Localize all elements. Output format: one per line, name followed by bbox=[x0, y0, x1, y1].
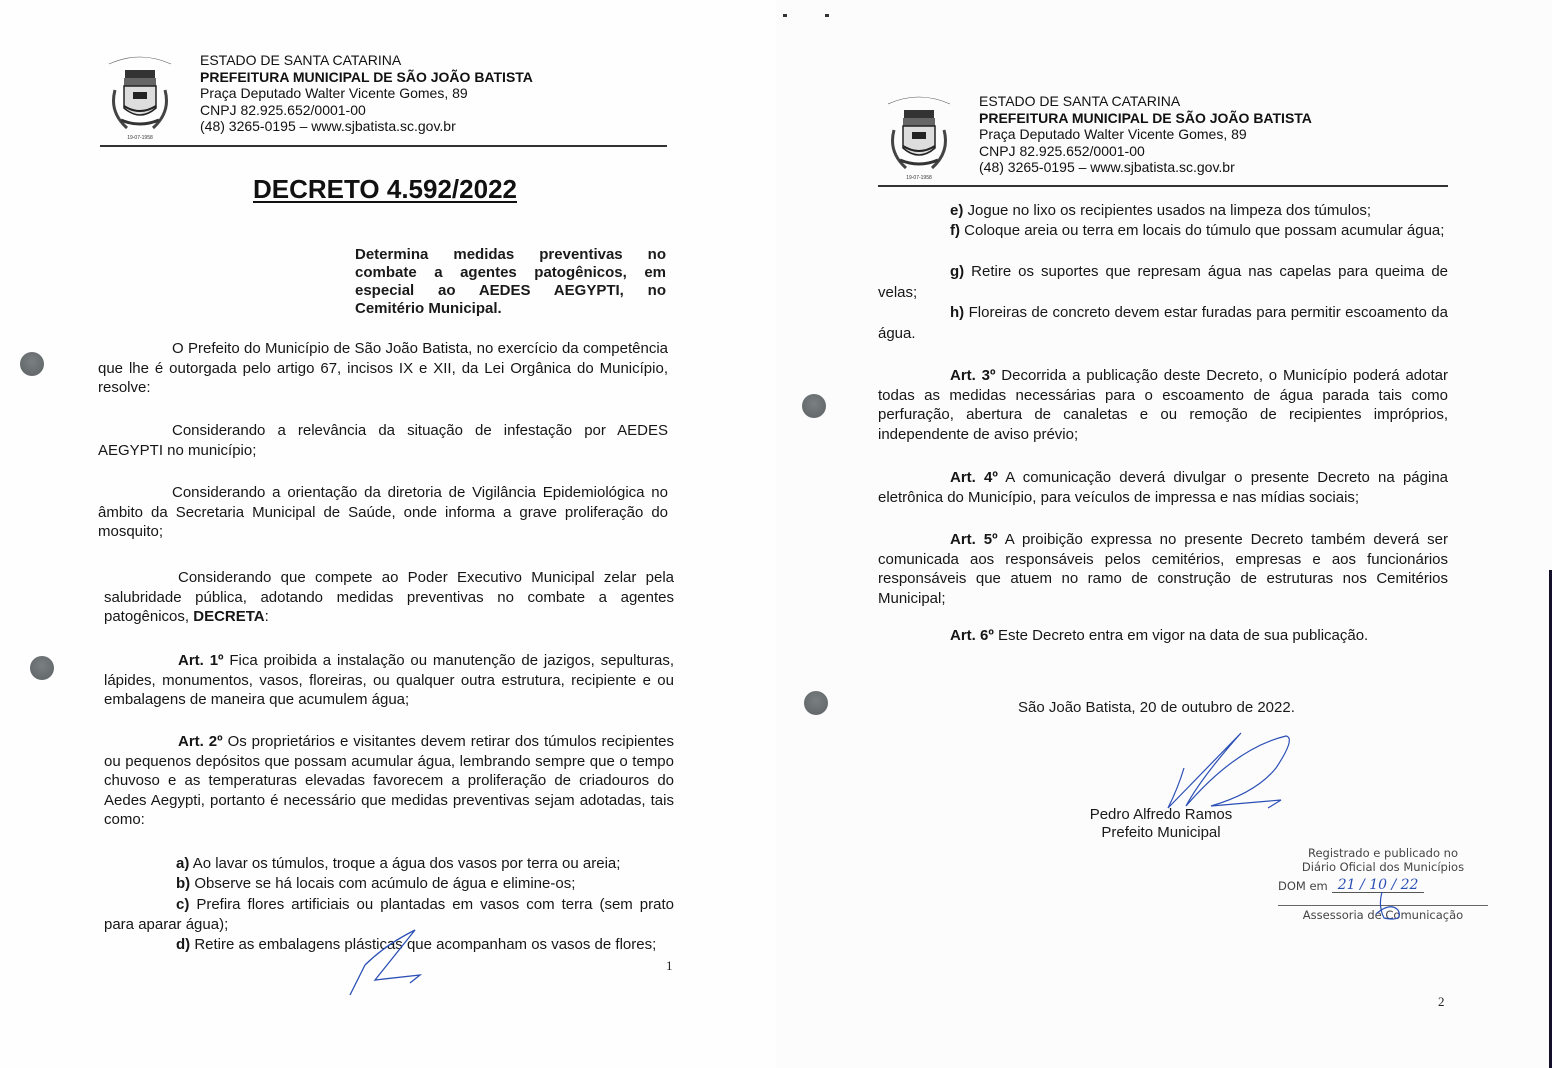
preamble: O Prefeito do Município de São João Batista, no exercício da competência que lhe é outorgada pelo artigo 67, incisos IX e XII, da Lei Orgânica do Município, resolve: bbox=[98, 340, 668, 396]
punch-hole bbox=[20, 352, 44, 376]
list-item-f: f) Coloque areia ou terra em locais do túmulo que possam acumular água; bbox=[950, 222, 1445, 239]
article-4: Art. 4º A comunicação deverá divulgar o presente Decreto na página eletrônica do Município, para veículos de impressa e nas mídias sociais; bbox=[878, 469, 1449, 506]
svg-text:19-07-1958: 19-07-1958 bbox=[127, 135, 153, 140]
signer-role: Prefeito Municipal bbox=[1101, 824, 1221, 841]
stamp-line-1: Registrado e publicado no bbox=[1307, 846, 1458, 860]
list-item-c: c) Prefira flores artificiais ou plantadas em vasos com terra (sem prato para aparar água); bbox=[104, 896, 674, 933]
letterhead-prefeitura: PREFEITURA MUNICIPAL DE SÃO JOÃO BATISTA bbox=[979, 109, 1312, 126]
signer-name: Pedro Alfredo Ramos bbox=[1089, 806, 1233, 823]
letterhead-prefeitura: PREFEITURA MUNICIPAL DE SÃO JOÃO BATISTA bbox=[200, 68, 533, 85]
considerando-3: Considerando que compete ao Poder Executivo Municipal zelar pela salubridade pública, adotando medidas preventivas no combate a agentes patogênicos, DECRETA: bbox=[104, 569, 674, 625]
stamp-dom-date: 21 / 10 / 22 bbox=[1332, 878, 1425, 893]
list-item-e: e) Jogue no lixo os recipientes usados na limpeza dos túmulos; bbox=[950, 202, 1372, 219]
page-number: 1 bbox=[666, 958, 673, 973]
letterhead-divider bbox=[878, 185, 1448, 187]
considerando-2: Considerando a orientação da diretoria de Vigilância Epidemiológica no âmbito da Secretaria Municipal de Saúde, onde informa a grave proliferação do mosquito; bbox=[98, 484, 668, 540]
punch-hole bbox=[804, 691, 828, 715]
punch-hole bbox=[30, 656, 54, 680]
svg-text:19-07-1958: 19-07-1958 bbox=[906, 175, 932, 180]
scan-artifact bbox=[825, 14, 829, 17]
punch-hole bbox=[802, 394, 826, 418]
list-item-h: h) Floreiras de concreto devem estar furadas para permitir escoamento da água. bbox=[878, 304, 1448, 342]
scan-artifact bbox=[783, 14, 787, 17]
stamp-footer: Assessoria de Comunicação bbox=[1302, 908, 1464, 922]
letterhead-state: ESTADO DE SANTA CATARINA bbox=[200, 52, 402, 68]
letterhead-cnpj: CNPJ 82.925.652/0001-00 bbox=[200, 101, 366, 118]
letterhead-contact: (48) 3265-0195 – www.sjbatista.sc.gov.br bbox=[200, 118, 456, 134]
list-item-d: d) Retire as embalagens plásticas que acompanham os vasos de flores; bbox=[176, 936, 657, 953]
municipal-crest-icon bbox=[884, 90, 954, 180]
signer-block bbox=[1086, 806, 1236, 842]
stamp-line-2: Diário Oficial dos Municípios bbox=[1301, 860, 1465, 874]
letterhead-address: Praça Deputado Walter Vicente Gomes, 89 bbox=[200, 85, 468, 101]
document-page-2 bbox=[776, 0, 1552, 1068]
list-item-b: b) Observe se há locais com acúmulo de água e elimine-os; bbox=[176, 875, 576, 892]
decree-title: DECRETO 4.592/2022 bbox=[253, 174, 517, 204]
place-date: São João Batista, 20 de outubro de 2022. bbox=[1018, 699, 1295, 716]
considerando-1: Considerando a relevância da situação de infestação por AEDES AEGYPTI no município; bbox=[98, 422, 668, 459]
publication-stamp bbox=[1278, 846, 1488, 922]
municipal-crest-icon bbox=[105, 50, 175, 140]
article-3: Art. 3º Decorrida a publicação deste Decreto, o Município poderá adotar todas as medidas necessárias para o escoamento de água parada tais como perfuração, abertura de canaletas e ou remoção de recipientes impróprios, independente de aviso prévio; bbox=[878, 367, 1448, 443]
stamp-dom-label: DOM em bbox=[1278, 879, 1328, 893]
letterhead-contact: (48) 3265-0195 – www.sjbatista.sc.gov.br bbox=[979, 159, 1235, 175]
list-item-g: g) Retire os suportes que represam água nas capelas para queima de velas; bbox=[878, 263, 1448, 301]
article-2: Art. 2º Os proprietários e visitantes devem retirar dos túmulos recipientes ou pequenos depósitos que possam acumular água, lembrando sempre que o tempo chuvoso e as temperaturas elevadas favorecem a proliferação de criadouros do Aedes Aegypti, portanto é necessário que medidas preventivas sejam adotadas, tais como: bbox=[104, 733, 674, 828]
letterhead-address: Praça Deputado Walter Vicente Gomes, 89 bbox=[979, 126, 1247, 142]
article-6: Art. 6º Este Decreto entra em vigor na data de sua publicação. bbox=[950, 627, 1369, 644]
stamp-signature-line bbox=[1278, 905, 1488, 906]
article-1: Art. 1º Fica proibida a instalação ou manutenção de jazigos, sepulturas, lápides, monumentos, vasos, floreiras, ou qualquer outra estrutura, recipiente e ou embalagens de maneira que acumulem água; bbox=[104, 652, 674, 708]
article-5: Art. 5º A proibição expressa no presente Decreto também deverá ser comunicada aos responsáveis pelos cemitérios, empresas e aos funcionários responsáveis que atuem no ramo de construção de estruturas nos Cemitérios Municipal; bbox=[878, 531, 1448, 607]
letterhead-state: ESTADO DE SANTA CATARINA bbox=[979, 93, 1181, 109]
letterhead-cnpj: CNPJ 82.925.652/0001-00 bbox=[979, 142, 1145, 159]
decree-summary: Determina medidas preventivas no combate a agentes patogênicos, em especial ao AEDES AEGYPTI, no Cemitério Municipal. bbox=[355, 246, 666, 317]
list-item-a: a) Ao lavar os túmulos, troque a água dos vasos por terra ou areia; bbox=[176, 855, 621, 872]
letterhead-divider bbox=[100, 145, 667, 147]
page-number: 2 bbox=[1438, 994, 1445, 1009]
